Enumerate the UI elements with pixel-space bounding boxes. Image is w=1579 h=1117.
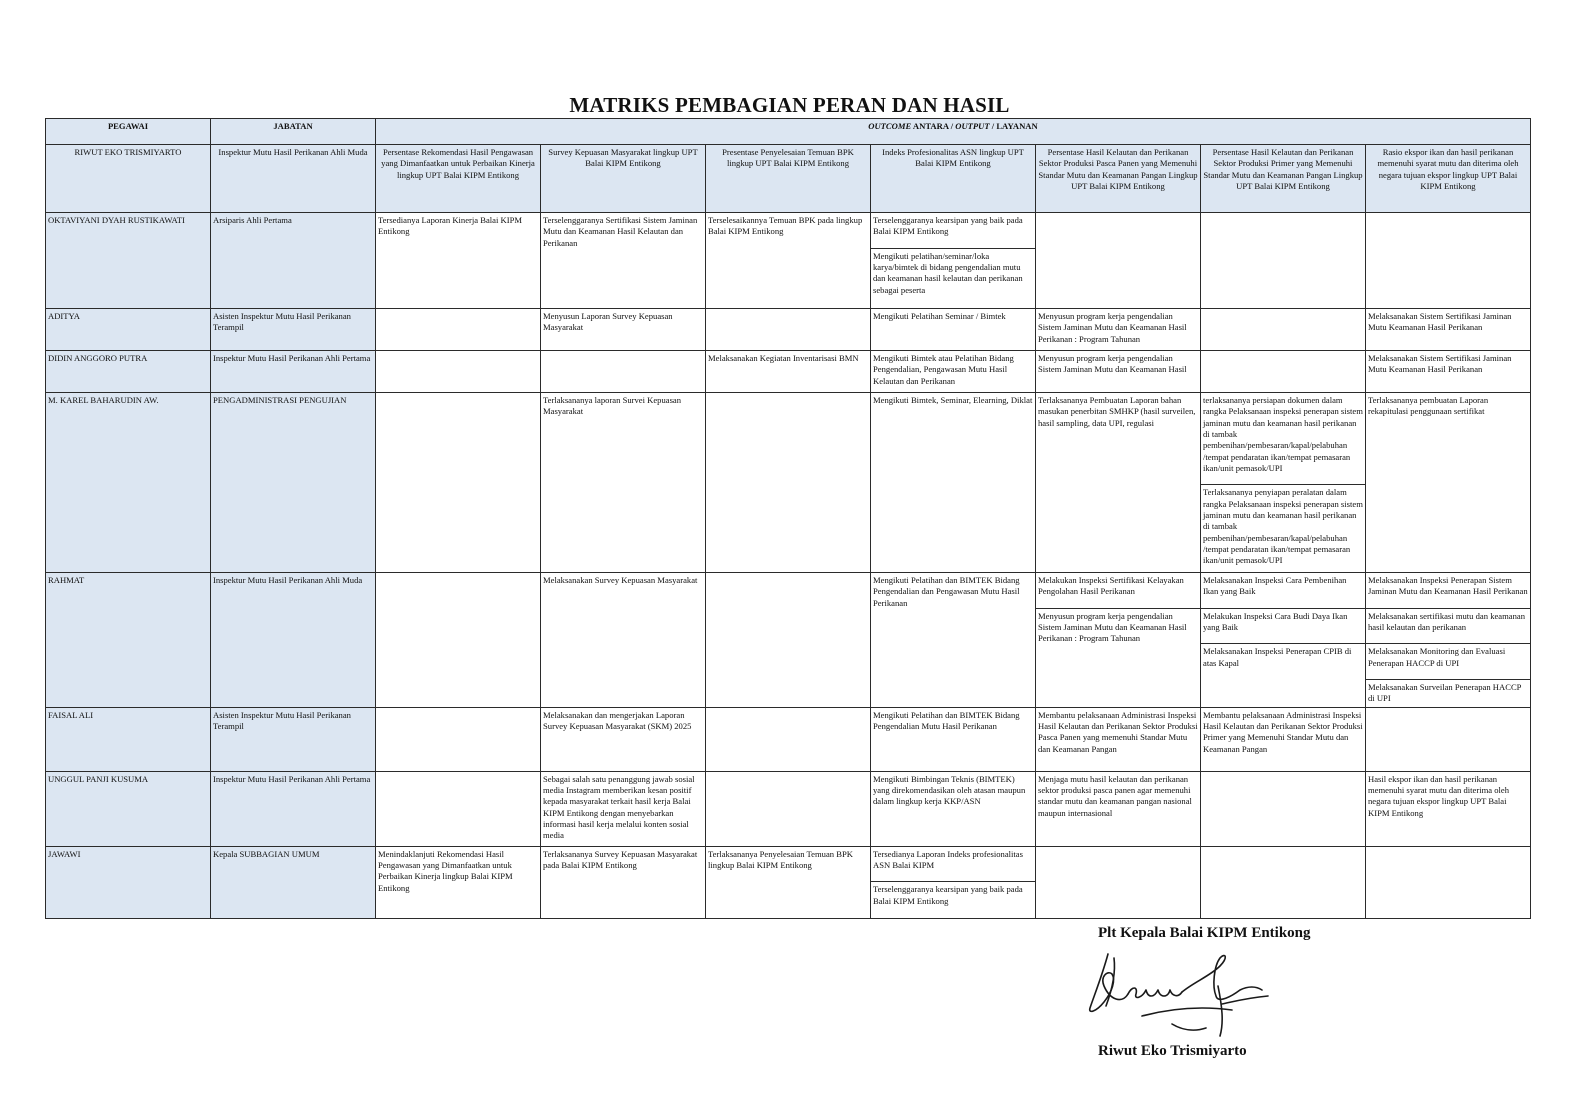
outcome-cell <box>706 309 871 351</box>
outcome-header: Presentase Penyelesaian Temuan BPK lingkup UPT Balai KIPM Entikong <box>706 145 871 213</box>
task-item: Menjaga mutu hasil kelautan dan perikanan sektor produksi pasca panen agar memenuhi standar mutu dan keamanan pangan nasional maupun internasional <box>1038 773 1192 818</box>
task-gap <box>1368 598 1528 608</box>
task-item: Terlaksananya laporan Survei Kepuasan Masyarakat <box>543 395 682 417</box>
outcome-cell <box>376 573 541 708</box>
outcome-cell <box>376 846 541 918</box>
employee-position: Inspektur Mutu Hasil Perikanan Ahli Pertama <box>211 771 376 846</box>
outcome-cell <box>1366 351 1531 393</box>
outcome-cell <box>706 846 871 918</box>
task-item: Mengikuti Bimtek atau Pelatihan Bidang Pengendalian, Pengawasan Mutu Hasil Kelautan dan Perikanan <box>873 353 1014 386</box>
header-pegawai: PEGAWAI <box>46 119 211 145</box>
task-item: Melaksanakan Kegiatan Inventarisasi BMN <box>708 353 859 363</box>
task-item: Mengikuti Pelatihan dan BIMTEK Bidang Pengendalian dan Pengawasan Mutu Hasil Perikanan <box>873 575 1020 608</box>
task-item: Melakukan Inspeksi Cara Budi Daya Ikan yang Baik <box>1201 608 1365 634</box>
outcome-cell <box>541 393 706 573</box>
task-item: terlaksananya persiapan dokumen dalam rangka Pelaksanaan inspeksi penerapan sistem jaminan mutu dan keamanan hasil perikanan di tambak pembenihan/pembesaran/kapal/pelabuhan /tempat pendaratan ikan/tempat pemasaran ikan/unit pemasok/UPI <box>1203 395 1363 474</box>
role-matrix-table <box>45 118 1531 919</box>
outcome-cell <box>706 393 871 573</box>
outcome-cell <box>1201 707 1366 771</box>
outcome-cell <box>541 707 706 771</box>
outcome-cell <box>1366 213 1531 309</box>
outcome-cell <box>1036 846 1201 918</box>
outcome-cell <box>1036 393 1201 573</box>
outcome-cell <box>1201 351 1366 393</box>
outcome-cell <box>706 351 871 393</box>
outcome-cell <box>706 771 871 846</box>
task-item: Menindaklanjuti Rekomendasi Hasil Pengawasan yang Dimanfaatkan untuk Perbaikan Kinerja lingkup Balai KIPM Entikong <box>378 848 513 893</box>
task-gap <box>1368 669 1528 679</box>
lead-row <box>46 145 1531 213</box>
outcome-cell <box>871 707 1036 771</box>
outcome-cell <box>541 771 706 846</box>
task-item: Melaksanakan Inspeksi Cara Pembenihan Ikan yang Baik <box>1203 575 1347 597</box>
outcome-header: Persentase Rekomendasi Hasil Pengawasan yang Dimanfaatkan untuk Perbaikan Kinerja lingkup UPT Balai KIPM Entikong <box>376 145 541 213</box>
outcome-cell <box>871 351 1036 393</box>
outcome-header: Persentase Hasil Kelautan dan Perikanan Sektor Produksi Primer yang Memenuhi Standar Mutu dan Keamanan Pangan Lingkup UPT Balai KIPM Entikong <box>1201 145 1366 213</box>
employee-row <box>46 573 1531 708</box>
header-row <box>46 119 1531 145</box>
task-gap <box>1203 474 1363 484</box>
outcome-cell <box>1036 309 1201 351</box>
signature-scribble <box>1082 946 1282 1046</box>
employee-row <box>46 393 1531 573</box>
outcome-cell <box>1366 846 1531 918</box>
task-item: Terlaksananya Pembuatan Laporan bahan masukan penerbitan SMHKP (hasil surveilen, hasil sampling, data UPI, regulasi <box>1038 395 1196 428</box>
outcome-cell <box>1036 771 1201 846</box>
task-item: Menyusun program kerja pengendalian Sistem Jaminan Mutu dan Keamanan Hasil Perikanan : Program Tahunan <box>1036 608 1200 645</box>
outcome-cell <box>871 771 1036 846</box>
task-item: Mengikuti Bimtek, Seminar, Elearning, Diklat <box>873 395 1033 405</box>
employee-name: DIDIN ANGGORO PUTRA <box>46 351 211 393</box>
outcome-cell <box>376 351 541 393</box>
outcome-cell <box>871 393 1036 573</box>
matrix-body <box>46 213 1531 919</box>
task-item: Mengikuti Bimbingan Teknis (BIMTEK) yang direkomendasikan oleh atasan maupun dalam lingkup kerja KKP/ASN <box>873 773 1026 807</box>
outcome-cell <box>376 309 541 351</box>
outcome-cell <box>1201 213 1366 309</box>
outcome-cell <box>1201 771 1366 846</box>
task-item: Terselenggaranya kearsipan yang baik pada Balai KIPM Entikong <box>871 881 1035 907</box>
outcome-cell <box>1201 309 1366 351</box>
employee-name: OKTAVIYANI DYAH RUSTIKAWATI <box>46 213 211 309</box>
task-gap <box>1203 598 1363 608</box>
outcome-cell <box>871 309 1036 351</box>
task-item: Terlaksananya Penyelesaian Temuan BPK lingkup Balai KIPM Entikong <box>708 848 853 871</box>
outcome-cell <box>541 573 706 708</box>
outcome-cell <box>1366 393 1531 573</box>
outcome-cell <box>1366 771 1531 846</box>
header-outcome-em2: OUTPUT <box>955 121 990 131</box>
employee-position: PENGADMINISTRASI PENGUJIAN <box>211 393 376 573</box>
employee-row <box>46 351 1531 393</box>
page-title: MATRIKS PEMBAGIAN PERAN DAN HASIL <box>569 93 1010 117</box>
outcome-cell <box>1201 573 1366 708</box>
task-item: Menyusun program kerja pengendalian Sistem Jaminan Mutu dan Keamanan Hasil Perikanan : Program Tahunan <box>1038 311 1187 344</box>
task-item: Mengikuti pelatihan/seminar/loka karya/bimtek di bidang pengendalian mutu dan keamanan hasil kelautan dan perikanan sebagai peserta <box>871 248 1035 296</box>
header-outcome-tail: / LAYANAN <box>989 121 1038 131</box>
outcome-cell <box>706 573 871 708</box>
outcome-cell <box>376 213 541 309</box>
task-item: Membantu pelaksanaan Administrasi Inspeksi Hasil Kelautan dan Perikanan Sektor Produksi Pasca Panen yang memenuhi Standar Mutu dan Keamanan Pangan <box>1038 709 1198 754</box>
task-item: Mengikuti Pelatihan Seminar / Bimtek <box>873 311 1006 321</box>
outcome-cell <box>541 213 706 309</box>
task-item: Melaksanakan dan mengerjakan Laporan Survey Kepuasan Masyarakat (SKM) 2025 <box>543 709 692 732</box>
task-item: Melaksanakan Monitoring dan Evaluasi Penerapan HACCP di UPI <box>1366 643 1530 669</box>
task-item: Melakukan Inspeksi Sertifikasi Kelayakan Pengolahan Hasil Perikanan <box>1038 575 1184 597</box>
task-gap <box>873 871 1033 881</box>
outcome-header: Persentase Hasil Kelautan dan Perikanan Sektor Produksi Pasca Panen yang Memenuhi Standar Mutu dan Keamanan Pangan Lingkup UPT Balai KIPM Entikong <box>1036 145 1201 213</box>
lead-name: RIWUT EKO TRISMIYARTO <box>46 145 211 213</box>
outcome-cell <box>376 771 541 846</box>
employee-position: Kepala SUBBAGIAN UMUM <box>211 846 376 918</box>
outcome-cell <box>706 213 871 309</box>
outcome-header: Rasio ekspor ikan dan hasil perikanan memenuhi syarat mutu dan diterima oleh negara tujuan ekspor lingkup UPT Balai KIPM Entikong <box>1366 145 1531 213</box>
task-item: Menyusun Laporan Survey Kepuasan Masyarakat <box>543 311 673 333</box>
employee-row <box>46 771 1531 846</box>
task-item: Melaksanakan Sistem Sertifikasi Jaminan Mutu Keamanan Hasil Perikanan <box>1368 353 1512 375</box>
employee-name: UNGGUL PANJI KUSUMA <box>46 771 211 846</box>
employee-name: RAHMAT <box>46 573 211 708</box>
task-item: Terlaksananya penyiapan peralatan dalam rangka Pelaksanaan inspeksi penerapan sistem jaminan mutu dan keamanan hasil perikanan di tambak pembenihan/pembesaran/kapal/pelabuhan /tempat pendaratan ikan/tempat pemasaran ikan/unit pemasok/UPI <box>1201 484 1365 566</box>
task-item: Melaksanakan Inspeksi Penerapan CPIB di atas Kapal <box>1201 643 1365 669</box>
outcome-cell <box>1201 393 1366 573</box>
task-item: Tersedianya Laporan Indeks profesionalitas ASN Balai KIPM <box>873 848 1023 871</box>
task-item: Mengikuti Pelatihan dan BIMTEK Bidang Pengendalian Mutu Hasil Perikanan <box>873 709 1020 732</box>
outcome-header: Indeks Profesionalitas ASN lingkup UPT Balai KIPM Entikong <box>871 145 1036 213</box>
employee-name: FAISAL ALI <box>46 707 211 771</box>
task-item: Hasil ekspor ikan dan hasil perikanan memenuhi syarat mutu dan diterima oleh negara tujuan ekspor lingkup UPT Balai KIPM Entikong <box>1368 773 1510 818</box>
task-item: Terselenggaranya Sertifikasi Sistem Jaminan Mutu dan Keamanan Hasil Kelautan dan Perikanan <box>543 215 698 248</box>
task-item: Tersedianya Laporan Kinerja Balai KIPM Entikong <box>378 215 523 237</box>
employee-position: Inspektur Mutu Hasil Perikanan Ahli Pertama <box>211 351 376 393</box>
handwritten-signature <box>1082 946 1282 1046</box>
outcome-cell <box>541 309 706 351</box>
task-item: Terlaksananya pembuatan Laporan rekapitulasi penggunaan sertifikat <box>1368 395 1489 417</box>
task-item: Terselesaikannya Temuan BPK pada lingkup Balai KIPM Entikong <box>708 215 863 237</box>
outcome-cell <box>1036 707 1201 771</box>
task-gap <box>1038 598 1198 608</box>
task-item: Melaksanakan Inspeksi Penerapan Sistem Jaminan Mutu dan Keamanan Hasil Perikanan <box>1368 575 1528 597</box>
outcome-cell <box>1036 213 1201 309</box>
outcome-cell <box>1036 573 1201 708</box>
header-jabatan: JABATAN <box>211 119 376 145</box>
signature-title: Plt Kepala Balai KIPM Entikong <box>1098 925 1311 941</box>
employee-position: Inspektur Mutu Hasil Perikanan Ahli Muda <box>211 573 376 708</box>
outcome-cell <box>1201 846 1366 918</box>
employee-name: M. KAREL BAHARUDIN AW. <box>46 393 211 573</box>
task-item: Membantu pelaksanaan Administrasi Inspeksi Hasil Kelautan dan Perikanan Sektor Produksi Primer yang Memenuhi Standar Mutu dan Keamanan Pangan <box>1203 709 1363 754</box>
task-item: Melaksanakan Survey Kepuasan Masyarakat <box>543 575 698 585</box>
employee-position: Asisten Inspektur Mutu Hasil Perikanan Terampil <box>211 309 376 351</box>
header-outcome-em1: OUTCOME <box>868 121 912 131</box>
header-outcome <box>376 119 1531 145</box>
task-gap <box>873 238 1033 248</box>
outcome-cell <box>1366 309 1531 351</box>
employee-position: Arsiparis Ahli Pertama <box>211 213 376 309</box>
employee-row <box>46 707 1531 771</box>
outcome-cell <box>541 351 706 393</box>
task-item: Sebagai salah satu penanggung jawab sosial media Instagram memberikan kesan positif kepada masyarakat terkait hasil kerja Balai KIPM Entikong dengan menyebarkan informasi hasil kerja melalui konten sosial media <box>543 773 695 841</box>
employee-name: ADITYA <box>46 309 211 351</box>
employee-row <box>46 309 1531 351</box>
lead-position: Inspektur Mutu Hasil Perikanan Ahli Muda <box>211 145 376 213</box>
employee-name: JAWAWI <box>46 846 211 918</box>
outcome-header: Survey Kepuasan Masyarakat lingkup UPT Balai KIPM Entikong <box>541 145 706 213</box>
outcome-cell <box>541 846 706 918</box>
header-outcome-mid: ANTARA / <box>911 121 956 131</box>
employee-position: Asisten Inspektur Mutu Hasil Perikanan Terampil <box>211 707 376 771</box>
task-item: Melaksanakan Sistem Sertifikasi Jaminan Mutu Keamanan Hasil Perikanan <box>1368 311 1512 333</box>
outcome-cell <box>706 707 871 771</box>
task-item: Melaksanakan Surveilan Penerapan HACCP di UPI <box>1366 679 1530 705</box>
outcome-cell <box>376 707 541 771</box>
employee-row <box>46 213 1531 309</box>
task-gap <box>1368 633 1528 643</box>
outcome-cell <box>871 213 1036 309</box>
outcome-cell <box>871 573 1036 708</box>
outcome-cell <box>1366 573 1531 708</box>
outcome-cell <box>376 393 541 573</box>
signature-name: Riwut Eko Trismiyarto <box>1098 1043 1247 1059</box>
task-item: Melaksanakan sertifikasi mutu dan keamanan hasil kelautan dan perikanan <box>1366 608 1530 634</box>
task-gap <box>1203 633 1363 643</box>
task-item: Terlaksananya Survey Kepuasan Masyarakat pada Balai KIPM Entikong <box>543 848 698 871</box>
task-item: Menyusun program kerja pengendalian Sistem Jaminan Mutu dan Keamanan Hasil <box>1038 353 1187 375</box>
employee-row <box>46 846 1531 918</box>
task-item: Terselenggaranya kearsipan yang baik pada Balai KIPM Entikong <box>873 215 1023 237</box>
outcome-cell <box>1366 707 1531 771</box>
outcome-cell <box>1036 351 1201 393</box>
outcome-cell <box>871 846 1036 918</box>
